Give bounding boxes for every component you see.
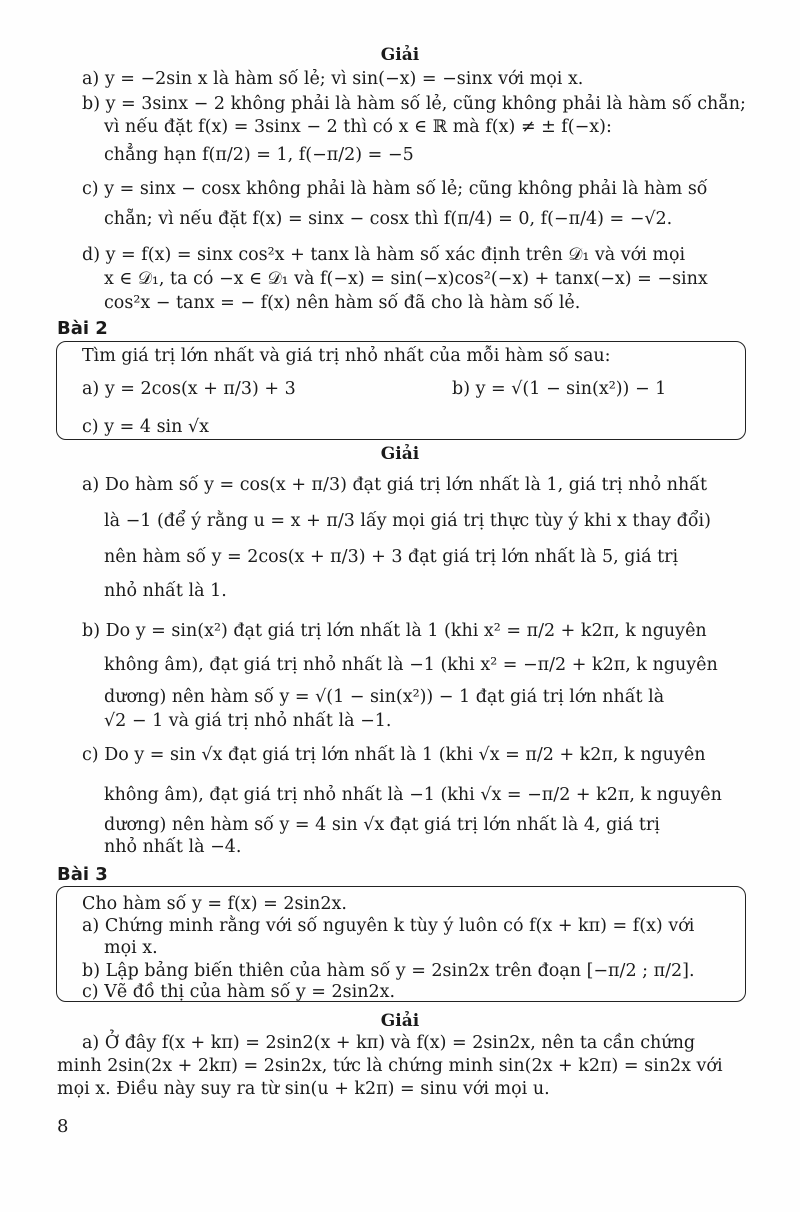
sol1-part-d-line2: x ∈ 𝒟₁, ta có −x ∈ 𝒟₁ và f(−x) = sin(−x)cos²(−x) + tanx(−x) = −sinx	[104, 269, 708, 289]
sol1-part-d-line1: d) y = f(x) = sinx cos²x + tanx là hàm số xác định trên 𝒟₁ và với mọi	[82, 245, 686, 265]
problem-3-intro: Cho hàm số y = f(x) = 2sin2x.	[82, 894, 347, 914]
giai-heading: Giải	[380, 45, 420, 65]
sol2-part-c-line1: c) Do y = sin √x đạt giá trị lớn nhất là 1 (khi √x = π/2 + k2π, k nguyên	[82, 745, 706, 765]
sol2-part-a-line3: nên hàm số y = 2cos(x + π/3) + 3 đạt giá trị lớn nhất là 5, giá trị	[104, 547, 679, 567]
problem-2-intro: Tìm giá trị lớn nhất và giá trị nhỏ nhất của mỗi hàm số sau:	[82, 346, 611, 366]
problem-3-part-a-line2: mọi x.	[104, 938, 158, 958]
sol1-part-c-line2: chẵn; vì nếu đặt f(x) = sinx − cosx thì f(π/4) = 0, f(−π/4) = −√2.	[104, 209, 673, 229]
sol2-part-b-line1: b) Do y = sin(x²) đạt giá trị lớn nhất là 1 (khi x² = π/2 + k2π, k nguyên	[82, 621, 707, 641]
page-number: 8	[57, 1116, 69, 1137]
problem-3-part-b: b) Lập bảng biến thiên của hàm số y = 2sin2x trên đoạn [−π/2 ; π/2].	[82, 961, 695, 981]
problem-2-part-c: c) y = 4 sin √x	[82, 417, 209, 437]
sol2-part-b-line2: không âm), đạt giá trị nhỏ nhất là −1 (khi x² = −π/2 + k2π, k nguyên	[104, 655, 718, 675]
sol1-part-b-line2: vì nếu đặt f(x) = 3sinx − 2 thì có x ∈ ℝ mà f(x) ≠ ± f(−x):	[104, 117, 612, 137]
sol2-part-a-line1: a) Do hàm số y = cos(x + π/3) đạt giá trị lớn nhất là 1, giá trị nhỏ nhất	[82, 475, 708, 495]
problem-2-part-b: b) y = √(1 − sin(x²)) − 1	[452, 379, 667, 399]
sol2-part-c-line4: nhỏ nhất là −4.	[104, 837, 242, 857]
problem-2-heading: Bài 2	[57, 318, 108, 339]
sol1-part-d-line3: cos²x − tanx = − f(x) nên hàm số đã cho là hàm số lẻ.	[104, 293, 581, 313]
problem-3-part-a-line1: a) Chứng minh rằng với số nguyên k tùy ý luôn có f(x + kπ) = f(x) với	[82, 916, 695, 936]
sol3-part-a-line3: mọi x. Điều này suy ra từ sin(u + k2π) = sinu với mọi u.	[57, 1079, 550, 1099]
problem-2-part-a: a) y = 2cos(x + π/3) + 3	[82, 379, 296, 399]
sol3-part-a-line1: a) Ở đây f(x + kπ) = 2sin2(x + kπ) và f(x) = 2sin2x, nên ta cần chứng	[82, 1033, 696, 1053]
sol2-part-c-line2: không âm), đạt giá trị nhỏ nhất là −1 (khi √x = −π/2 + k2π, k nguyên	[104, 785, 722, 805]
sol2-part-b-line4: √2 − 1 và giá trị nhỏ nhất là −1.	[104, 711, 392, 731]
sol2-part-a-line2: là −1 (để ý rằng u = x + π/3 lấy mọi giá trị thực tùy ý khi x thay đổi)	[104, 511, 711, 531]
sol1-part-a: a) y = −2sin x là hàm số lẻ; vì sin(−x) = −sinx với mọi x.	[82, 69, 584, 89]
giai-heading: Giải	[380, 1011, 420, 1031]
problem-3-heading: Bài 3	[57, 864, 108, 885]
sol2-part-b-line3: dương) nên hàm số y = √(1 − sin(x²)) − 1 đạt giá trị lớn nhất là	[104, 687, 665, 707]
sol3-part-a-line2: minh 2sin(2x + 2kπ) = 2sin2x, tức là chứng minh sin(2x + k2π) = sin2x với	[57, 1056, 723, 1076]
sol2-part-c-line3: dương) nên hàm số y = 4 sin √x đạt giá trị lớn nhất là 4, giá trị	[104, 815, 660, 835]
sol1-part-c-line1: c) y = sinx − cosx không phải là hàm số lẻ; cũng không phải là hàm số	[82, 179, 708, 199]
sol1-part-b-line1: b) y = 3sinx − 2 không phải là hàm số lẻ, cũng không phải là hàm số chẵn;	[82, 94, 746, 114]
giai-heading: Giải	[380, 444, 420, 464]
problem-3-part-c: c) Vẽ đồ thị của hàm số y = 2sin2x.	[82, 982, 396, 1002]
sol1-part-b-line3: chẳng hạn f(π/2) = 1, f(−π/2) = −5	[104, 145, 414, 165]
sol2-part-a-line4: nhỏ nhất là 1.	[104, 581, 227, 601]
